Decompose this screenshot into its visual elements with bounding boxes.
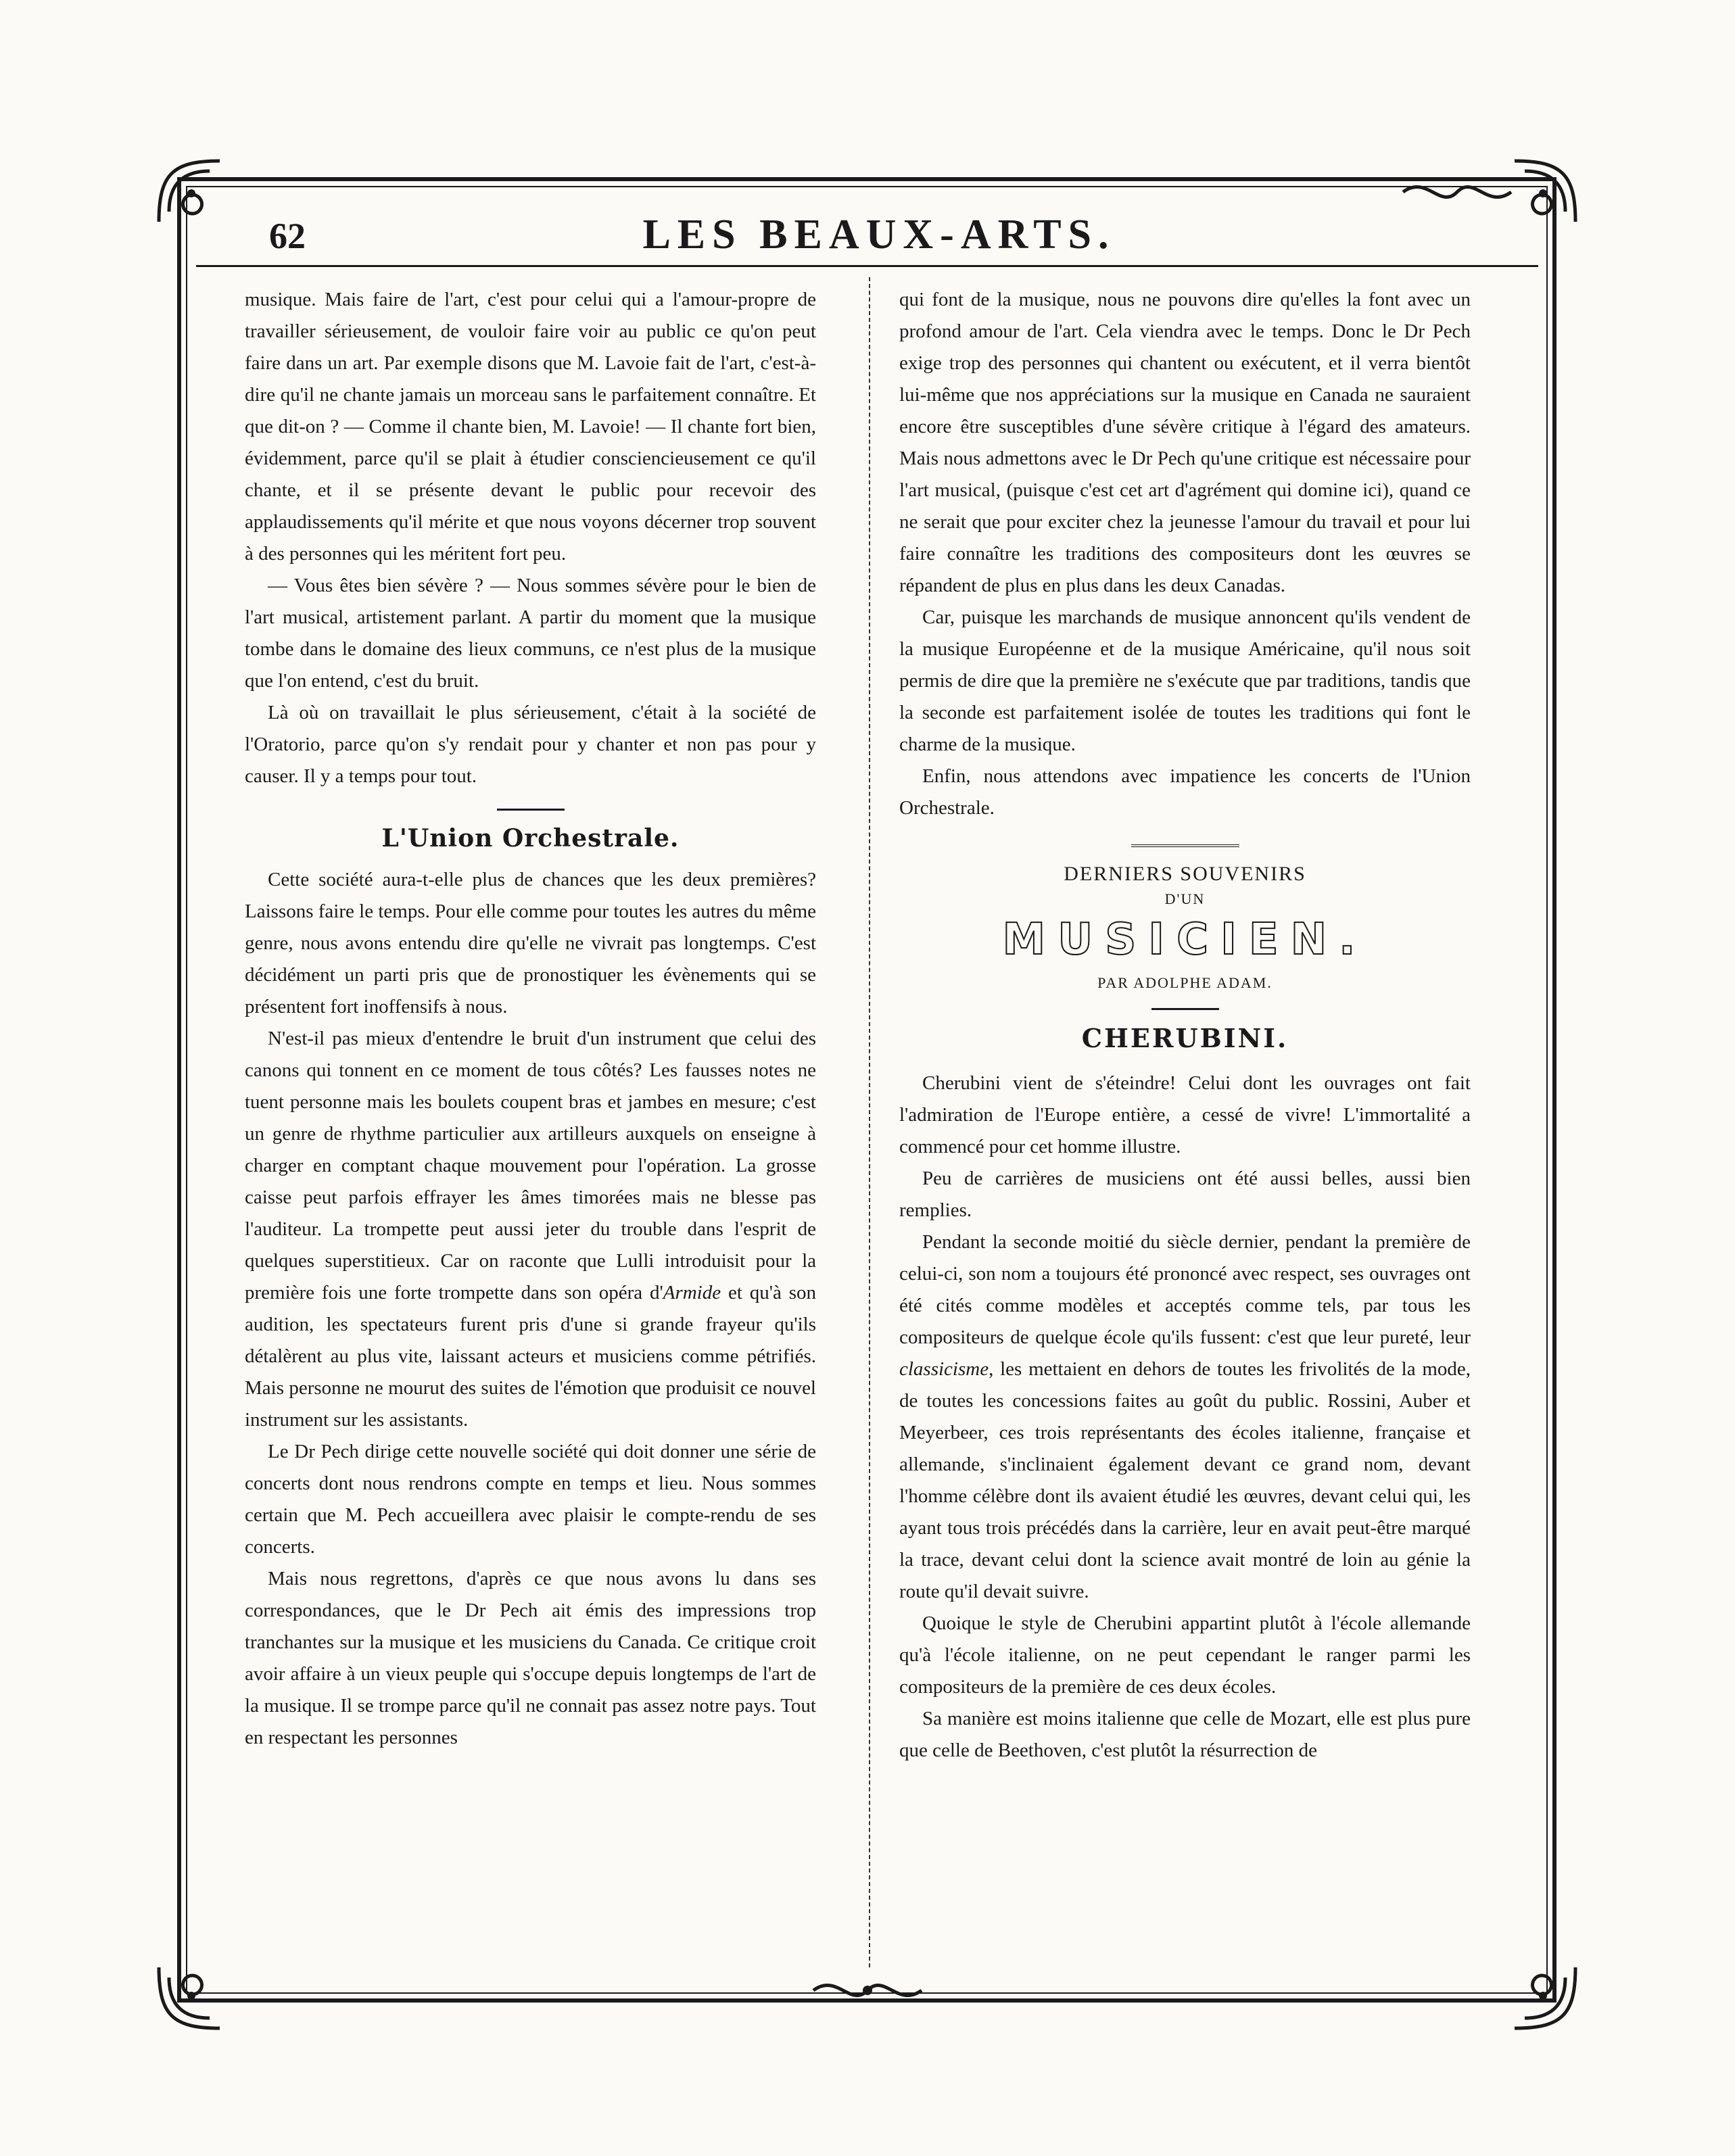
paragraph: Cette société aura-t-elle plus de chances que les deux premières? Laissons faire le temps. Pour elle comme pour toutes les autres du même genre, nous avons entendu dire qu'elle ne vivrait pas longtemps. C'est décidément un parti pris que de pronostiquer les évènements qui se présentent fort inoffensifs à nous. bbox=[245, 869, 816, 1017]
opera-title: Armide bbox=[663, 1282, 721, 1303]
section-separator bbox=[497, 809, 565, 811]
feature-title-line: D'UN bbox=[1164, 890, 1206, 907]
section-title-cherubini: CHERUBINI. bbox=[1081, 1023, 1289, 1053]
feature-byline: PAR ADOLPHE ADAM. bbox=[1097, 974, 1273, 991]
paragraph bbox=[899, 1226, 1471, 1608]
column-divider bbox=[869, 277, 870, 1967]
top-right-ornament bbox=[1400, 174, 1515, 210]
feature-title-main: MUSICIEN. bbox=[1002, 915, 1368, 965]
header-rule bbox=[196, 265, 1538, 267]
right-column bbox=[899, 284, 1471, 1767]
paragraph: — Vous êtes bien sévère ? — Nous sommes sévère pour le bien de l'art musical, artistement parlant. A partir du moment que la musique tombe dans le domaine des lieux communs, ce n'est plus de la musique que l'on entend, c'est du bruit. bbox=[245, 575, 816, 692]
left-column bbox=[245, 284, 816, 1754]
paragraph: Car, puisque les marchands de musique annoncent qu'ils vendent de la musique Européenne et de la musique Américaine, qu'il nous soit permis de dire que la première ne s'exécute que par traditions, tandis que la seconde est parfaitement isolée de toutes les traditions qui font le charme de la musique. bbox=[899, 606, 1471, 755]
paragraph: Le Dr Pech dirige cette nouvelle société qui doit donner une série de concerts dont nous rendrons compte en temps et lieu. Nous sommes certain que M. Pech accueillera avec plaisir le compte-rendu de ses concerts. bbox=[245, 1441, 816, 1558]
corner-scroll-ornament bbox=[1501, 1954, 1589, 2042]
paragraph-text: , les mettaient en dehors de toutes les frivolités de la mode, de toutes les concessions faites au goût du public. Rossini, Auber et Meyerbeer, ces trois représentants des écoles italienne, française et allemande, s'inclinaient également devant ce grand nom, devant l'homme célèbre dont ils avaient étudié les œuvres, devant celui qui, les ayant tous trois précédés dans la carrière, leur en avait peut-être marqué la trace, devant celui dont la science avait montré de loin au génie la route qu'il devait suivre. bbox=[899, 1358, 1471, 1602]
masthead-title: LES BEAUX-ARTS. bbox=[642, 212, 1116, 258]
emphasis-term: classicisme bbox=[899, 1358, 989, 1380]
paragraph: Cherubini vient de s'éteindre! Celui dont les ouvrages ont fait l'admiration de l'Europe entière, a cessé de vivre! L'immortalité a commencé pour cet homme illustre. bbox=[899, 1072, 1471, 1157]
paragraph-text: Pendant la seconde moitié du siècle dernier, pendant la première de celui-ci, son nom a toujours été prononcé avec respect, ses ouvrages ont été cités comme modèles et acceptés comme tels, par tous les compositeurs de quelque école qu'ils fussent: c'est que leur pureté, leur bbox=[899, 1231, 1471, 1348]
section-title-union-orchestrale: L'Union Orchestrale. bbox=[381, 824, 680, 853]
paragraph: Mais nous regrettons, d'après ce que nous avons lu dans ses correspondances, que le Dr Pech ait émis des impressions trop tranchantes sur la musique et les musiciens du Canada. Ce critique croit avoir affaire à un vieux peuple qui s'occupe depuis longtemps de l'art de la musique. Il se trompe parce qu'il ne connait pas assez notre pays. Tout en respectant les personnes bbox=[245, 1568, 816, 1748]
paragraph-text: et qu'à son audition, les spectateurs furent pris d'une si grande frayeur qu'ils détalèrent au plus vite, laissant acteurs et musiciens comme pétrifiés. Mais personne ne mourut des suites de l'émotion que produisit ce nouvel instrument sur les assistants. bbox=[245, 1282, 816, 1431]
paragraph: Sa manière est moins italienne que celle de Mozart, elle est plus pure que celle de Beethoven, c'est plutôt la résurrection de bbox=[899, 1708, 1471, 1761]
paragraph: musique. Mais faire de l'art, c'est pour celui qui a l'amour-propre de travailler sérieusement, de vouloir faire voir au public ce qu'on peut faire dans un art. Par exemple disons que M. Lavoie fait de l'art, c'est-à-dire qu'il ne chante jamais un morceau sans le parfaitement connaître. Et que dit-on ? — Comme il chante bien, M. Lavoie! — Il chante fort bien, évidemment, parce qu'il se plait à étudier consciencieusement ce qu'il chante, et il se présente devant le public pour recevoir des applaudissements qu'il mérite et que nous voyons décerner trop souvent à des personnes qui les méritent fort peu. bbox=[245, 289, 816, 565]
paragraph: qui font de la musique, nous ne pouvons dire qu'elles la font avec un profond amour de l'art. Cela viendra avec le temps. Donc le Dr Pech exige trop des personnes qui chantent ou exécutent, et il verra bientôt lui-même que nos appréciations sur la musique en Canada ne sauraient encore être susceptibles d'une sévère critique à l'égard des amateurs. Mais nous admettons avec le Dr Pech qu'une critique est nécessaire pour l'art musical, (puisque c'est cet art d'agrément qui domine ici), quand ce ne serait que pour exciter chez la jeunesse l'amour du travail et pour lui faire connaître les traditions des compositeurs dont les œuvres se répandent de plus en plus dans les deux Canadas. bbox=[899, 289, 1471, 596]
feature-title-line: DERNIERS SOUVENIRS bbox=[1064, 863, 1306, 885]
corner-scroll-ornament bbox=[145, 147, 233, 235]
paragraph-text: N'est-il pas mieux d'entendre le bruit d'un instrument que celui des canons qui tonnent en ce moment de tous côtés? Les fausses notes ne tuent personne mais les boulets coupent bras et jambes en mesure; c'est un genre de rhythme particulier aux artilleurs auxquels on enseigne à charger en comptant chaque mouvement pour l'opération. La grosse caisse peut parfois effrayer les âmes timorées mais ne blesse pas l'auditeur. La trompette peut aussi jeter du trouble dans l'esprit de quelques superstitieux. Car on raconte que Lulli introduisit pour la première fois une forte trompette dans son opéra d' bbox=[245, 1028, 816, 1303]
paragraph: Quoique le style de Cherubini appartint plutôt à l'école allemande qu'à l'école italienne, on ne peut cependant le ranger parmi les compositeurs de la première de ces deux écoles. bbox=[899, 1612, 1471, 1698]
bottom-center-ornament bbox=[810, 1973, 925, 2008]
section-separator bbox=[1151, 1008, 1219, 1010]
section-separator bbox=[1131, 844, 1239, 847]
paragraph: Peu de carrières de musiciens ont été aussi belles, aussi bien remplies. bbox=[899, 1168, 1471, 1221]
paragraph: Enfin, nous attendons avec impatience les concerts de l'Union Orchestrale. bbox=[899, 765, 1471, 819]
paragraph: Là où on travaillait le plus sérieusement, c'était à la société de l'Oratorio, parce qu'on s'y rendait pour y chanter et non pas pour y causer. Il y a temps pour tout. bbox=[245, 702, 816, 787]
corner-scroll-ornament bbox=[145, 1954, 233, 2042]
page-number: 62 bbox=[269, 216, 306, 256]
paragraph bbox=[245, 1023, 816, 1436]
